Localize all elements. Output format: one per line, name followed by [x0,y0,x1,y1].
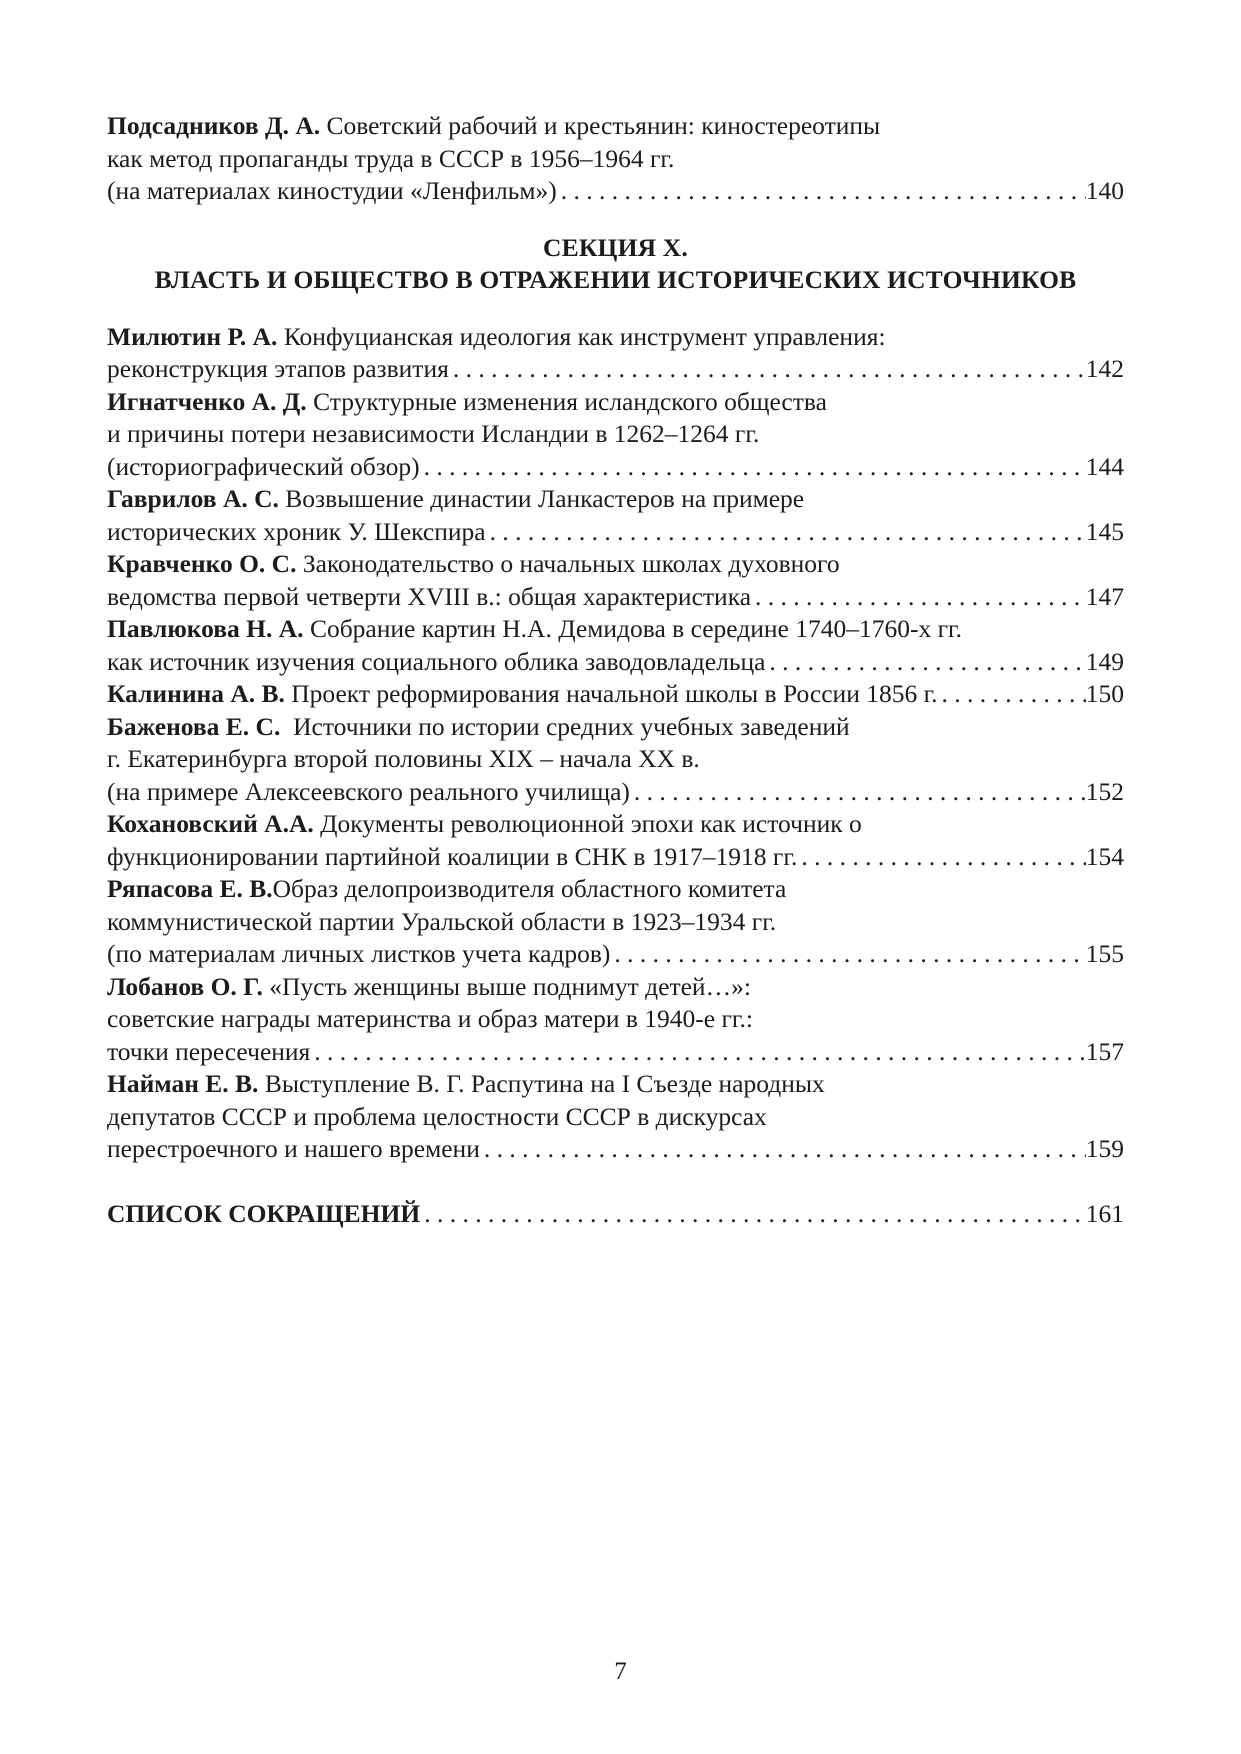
toc-entry-line [107,808,1124,841]
toc-page-number: 144 [1085,451,1124,481]
toc-entry-title: советские награды материнства и образ матери в 1940-е гг.: [107,1004,753,1033]
toc-page-number: 159 [1085,1134,1124,1163]
table-of-contents [107,110,1124,1230]
toc-entry-title: коммунистической партии Уральской области в 1923–1934 гг. [107,906,777,936]
toc-entry-author: Ряпасова Е. В. [107,874,273,903]
abbreviations-heading: СПИСОК СОКРАЩЕНИЙ [107,1198,421,1228]
toc-entry-line [107,613,1124,646]
toc-entry [107,971,1124,1069]
dot-leader [420,451,1086,484]
toc-entry-line [107,678,938,711]
toc-entry-line [107,110,1124,143]
toc-entry-title: функционировании партийной коалиции в СНК в 1917–1918 гг. [107,841,798,871]
toc-page-number: 157 [1085,1036,1124,1066]
dot-leader [797,841,1085,874]
dot-leader [765,646,1085,679]
toc-entry [107,873,1124,971]
toc-entry-author: Гаврилов А. С. [107,484,279,513]
toc-entry-title: ведомства первой четверти XVIII в.: общая характеристика [107,581,752,611]
toc-entry-title: точки пересечения [107,1036,311,1066]
toc-entry-last-line [107,451,1124,484]
toc-entry-title: депутатов СССР и проблема целостности СССР в дискурсах [107,1101,767,1131]
toc-entry-title: (по материалам личных листков учета кадров) [107,939,611,968]
toc-page-number: 155 [1085,939,1124,968]
toc-entry [107,1068,1124,1166]
toc-entry-title: г. Екатеринбурга второй половины XIX – начала XX в. [107,744,700,773]
toc-entry-title: Законодательство о начальных школах духовного [296,549,840,578]
dot-leader [420,1198,1086,1231]
toc-page-number: 154 [1085,841,1124,871]
dot-leader [610,938,1085,971]
toc-page-number: 147 [1085,581,1124,611]
dot-leader [751,581,1086,614]
toc-page-number: 149 [1085,646,1124,676]
toc-entry [107,321,1124,386]
toc-entry [107,110,1124,208]
toc-entry-line [107,971,1124,1004]
toc-entry-title: Образ делопроизводителя областного комитета [272,874,787,903]
dot-leader [938,678,1086,711]
toc-entry-last-line [107,353,1124,386]
toc-entry-author: Милютин Р. А. [107,321,278,351]
toc-page-number: 152 [1085,776,1124,806]
toc-page-number: 142 [1085,354,1124,383]
toc-entry-line [107,483,1124,516]
page-number: 7 [614,1658,627,1685]
toc-entry [107,808,1124,873]
section-number: СЕКЦИЯ X. [543,232,688,262]
toc-entry-title: Конфуцианская идеология как инструмент управления: [277,321,886,351]
toc-entry-author: Найман Е. В. [107,1069,259,1098]
toc-entry [107,386,1124,484]
toc-entry-last-line [107,1198,1124,1231]
dot-leader [557,175,1086,208]
dot-leader [630,776,1086,809]
toc-entry-line [107,321,1124,354]
toc-entry-abbreviations [107,1198,1124,1231]
toc-entry-last-line [107,516,1124,549]
toc-entry-line [107,386,1124,419]
section-heading [107,232,1124,296]
toc-entry-title: (на материалах киностудии «Ленфильм») [107,176,557,205]
toc-entry-author: Баженова Е. С. [107,711,281,741]
toc-entry-title: Советский рабочий и крестьянин: киностереотипы [320,111,881,140]
toc-entry-title: Возвышение династии Ланкастеров на примере [278,484,805,513]
toc-entry [107,613,1124,678]
toc-entry [107,711,1124,809]
toc-entry-title: реконструкция этапов развития [107,354,449,383]
toc-entry-last-line [107,581,1124,614]
dot-leader [449,353,1086,386]
toc-entry-last-line [107,938,1124,971]
toc-entry-author: Кохановский А.А. [107,809,314,838]
toc-entry-last-line [107,776,1124,809]
toc-entry-title: перестроечного и нашего времени [107,1134,480,1163]
toc-entry-title: Структурные изменения исландского общества [306,386,827,416]
toc-entry-title: (историографический обзор) [107,451,420,481]
toc-entry-title: «Пусть женщины выше поднимут детей…»: [262,971,751,1001]
dot-leader [486,516,1086,549]
section-title: ВЛАСТЬ И ОБЩЕСТВО В ОТРАЖЕНИИ ИСТОРИЧЕСКИХ ИСТОЧНИКОВ [154,264,1077,294]
toc-entry-last-line [107,841,1124,874]
toc-entry-line [107,711,1124,744]
toc-entry-title: (на примере Алексеевского реального училища) [107,776,630,806]
toc-entry-title: Документы революционной эпохи как источник о [313,809,862,838]
toc-entry-last-line [107,1133,1124,1166]
toc-entry-title: Выступление В. Г. Распутина на I Съезде народных [258,1069,825,1098]
toc-page-number: 161 [1085,1198,1124,1228]
toc-entry-title: как метод пропаганды труда в СССР в 1956–1964 гг. [107,143,675,173]
dot-leader [480,1133,1086,1166]
toc-entry-line [107,873,1124,906]
toc-entry-author: Игнатченко А. Д. [107,386,307,416]
toc-entry-last-line [107,646,1124,679]
toc-page-number: 140 [1085,176,1124,205]
toc-entry-title: Источники по истории средних учебных заведений [280,711,850,741]
toc-entry-title: как источник изучения социального облика заводовладельца [107,646,766,676]
toc-entry-title: исторических хроник У. Шекспира [107,516,486,546]
toc-entry-author: Подсадников Д. А. [107,111,321,140]
toc-entry-line [107,1068,1124,1101]
toc-entry-last-line [107,678,1124,711]
toc-entry-author: Кравченко О. С. [107,549,297,578]
toc-entry-author: Калинина А. В. [107,679,285,708]
toc-entry [107,548,1124,613]
toc-entry [107,483,1124,548]
toc-entry-last-line [107,175,1124,208]
toc-entry-author: Павлюкова Н. А. [107,614,304,643]
toc-page-number: 145 [1085,516,1124,546]
dot-leader [310,1036,1085,1069]
toc-entry-title: Проект реформирования начальной школы в России 1856 г. [284,679,938,708]
toc-entry-title: и причины потери независимости Исландии в 1262–1264 гг. [107,419,760,448]
toc-page-number: 150 [1085,679,1124,708]
toc-entry-title: Собрание картин Н.А. Демидова в середине 1740–1760-х гг. [303,614,962,643]
toc-entry-author: Лобанов О. Г. [107,971,263,1001]
toc-entry-line [107,548,1124,581]
toc-entry-last-line [107,1036,1124,1069]
toc-entry [107,678,1124,711]
